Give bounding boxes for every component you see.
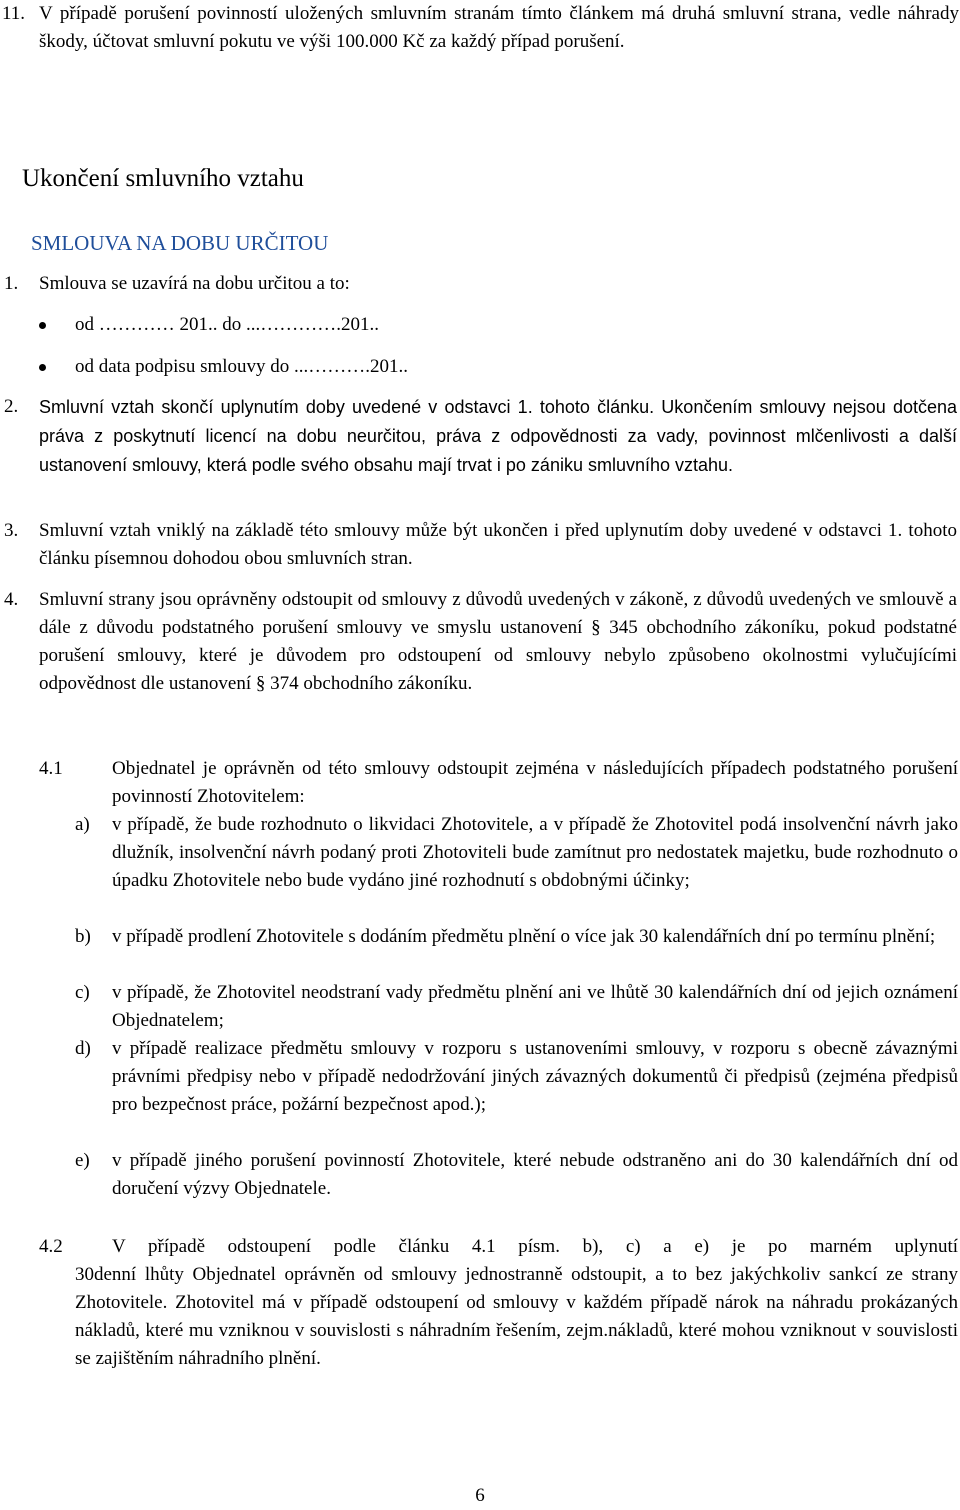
p3-text: Smluvní vztah vniklý na základě této smlouvy může být ukončen i před uplynutím doby uvedené v odstavci 1. tohoto článku písemnou dohodou obou smluvních stran. — [39, 520, 957, 569]
p3-number: 3. — [4, 520, 19, 541]
item-11-text: V případě porušení povinností uložených smluvním stranám tímto článkem má druhá smluvní strana, vedle náhrady škody, účtovat smluvní pokutu ve výši 100.000 Kč za každý případ porušení. — [39, 3, 959, 52]
p1-bullet-2: od data podpisu smlouvy do ...……….201.. — [75, 356, 409, 377]
p42-lead: V případě odstoupení podle článku 4.1 písm. b), c) a e) je po marném uplynutí — [112, 1236, 958, 1257]
bullet-icon — [39, 322, 46, 329]
p41-item-e-text: v případě jiného porušení povinností Zhotovitele, které nebude odstraněno ani do 30 kalendářních dní od doručení výzvy Objednatele. — [112, 1150, 958, 1199]
p41-item-c-label: c) — [75, 982, 90, 1003]
item-11-number: 11. — [2, 3, 26, 24]
p41-item-e-label: e) — [75, 1150, 90, 1171]
section-title: Ukončení smluvního vztahu — [22, 165, 304, 192]
p41-item-d-label: d) — [75, 1038, 91, 1059]
p41-item-a-label: a) — [75, 814, 90, 835]
p1-text: Smlouva se uzavírá na dobu určitou a to: — [39, 273, 350, 294]
p41-item-b-label: b) — [75, 926, 91, 947]
p42-text: 30denní lhůty Objednatel oprávněn od smlouvy jednostranně odstoupit, a to bez jakýchkoliv sankcí ze strany Zhotovitele. Zhotovitel má v případě odstoupení od smlouvy v každém případě nárok na náhradu prokázaných nákladů, které mu vzniknou v souvislosti s náhradním řešením, zejm.nákladů, které mohou vzniknout v souvislosti se zajištěním náhradního plnění. — [75, 1264, 958, 1369]
p4-number: 4. — [4, 589, 19, 610]
p41-item-c-text: v případě, že Zhotovitel neodstraní vady předmětu plnění ani ve lhůtě 30 kalendářních dní od jejich oznámení Objednatelem; — [112, 982, 958, 1031]
subsection-title: SMLOUVA NA DOBU URČITOU — [31, 231, 329, 255]
p41-text: Objednatel je oprávněn od této smlouvy odstoupit zejména v následujících případech podstatného porušení povinností Zhotovitelem: — [112, 758, 958, 807]
page-number: 6 — [475, 1485, 485, 1506]
p2-number: 2. — [4, 396, 19, 417]
p1-bullet-1: od ………… 201.. do ...………….201.. — [75, 314, 379, 335]
p2-text: Smluvní vztah skončí uplynutím doby uvedené v odstavci 1. tohoto článku. Ukončením smlouvy nejsou dotčena práva z poskytnutí licencí na dobu neurčitou, práva z odpovědnosti za vady, povinnost mlčenlivosti a další ustanovení smlouvy, která podle svého obsahu mají trvat i po zániku smluvního vztahu. — [39, 397, 957, 475]
p1-number: 1. — [4, 273, 19, 294]
p41-item-a-text: v případě, že bude rozhodnuto o likvidaci Zhotovitele, a v případě že Zhotovitel podá insolvenční návrh jako dlužník, insolvenční návrh podaný proti Zhotoviteli bude zamítnut pro nedostatek majetku, bude rozhodnuto o úpadku Zhotovitele nebo bude vydáno jiné rozhodnutí s obdobnými účinky; — [112, 814, 958, 891]
p41-item-b-text: v případě prodlení Zhotovitele s dodáním předmětu plnění o více jak 30 kalendářních dní po termínu plnění; — [112, 926, 936, 947]
bullet-icon — [39, 364, 46, 371]
p4-text: Smluvní strany jsou oprávněny odstoupit od smlouvy z důvodů uvedených v zákoně, z důvodů uvedených ve smlouvě a dále z důvodu podstatného porušení smlouvy ve smyslu ustanovení § 345 obchodního zákoníku, pokud podstatné porušení smlouvy, které je důvodem pro odstoupení od smlouvy nebylo způsobeno okolnostmi vylučujícími odpovědnost dle ustanovení § 374 obchodního zákoníku. — [39, 589, 957, 694]
p42-number: 4.2 — [39, 1236, 63, 1257]
p41-number: 4.1 — [39, 758, 63, 779]
p41-item-d-text: v případě realizace předmětu smlouvy v rozporu s ustanoveními smlouvy, v rozporu s obecně závaznými právními předpisy nebo v případě nedodržování jiných závazných dokumentů či předpisů (zejména předpisů pro bezpečnost práce, požární bezpečnost apod.); — [112, 1038, 958, 1115]
